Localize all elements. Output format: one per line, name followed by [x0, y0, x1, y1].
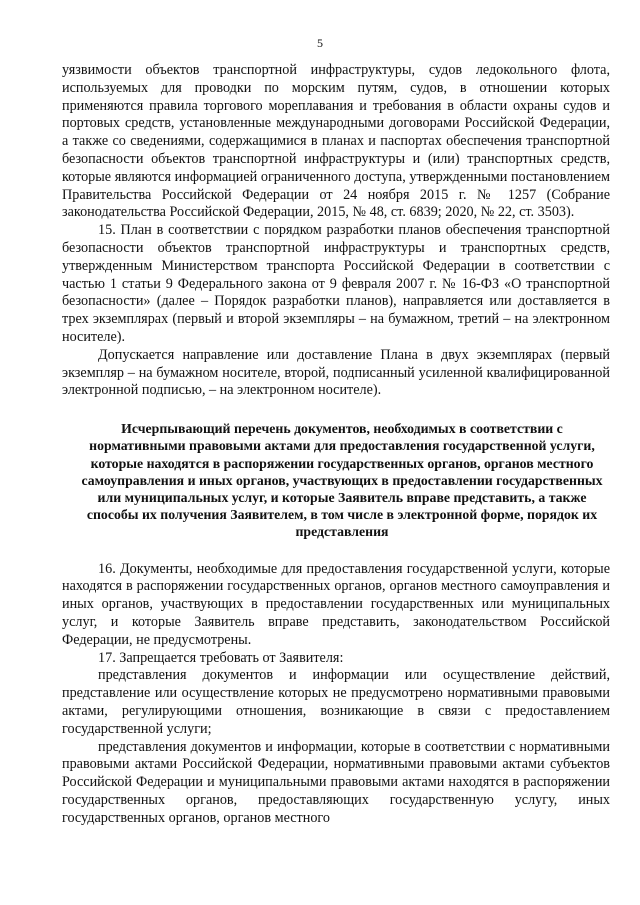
paragraph-continuation: уязвимости объектов транспортной инфраструктуры, судов ледокольного флота, используемых для проводки по морским путям, судов, в отношении которых применяются правила торгового мореплавания и требования в области охраны судов и портовых средств, установленные международными договорами Российской Федерации, а также со сведениями, содержащимися в планах и паспортах обеспечения транспортной безопасности объектов транспортной инфраструктуры и (или) транспортных средств, которые являются информацией ограниченного доступа, утвержденными постановлением Правительства Российской Федерации от 24 ноября 2015 г. № 1257 (Собрание законодательства Российской Федерации, 2015, № 48, ст. 6839; 2020, № 22, ст. 3503).	[62, 62, 610, 221]
paragraph-16: 16. Документы, необходимые для предоставления государственной услуги, которые находятся в распоряжении государственных органов, органов местного самоуправления и иных органов, участвующих в предоставлении государственных или муниципальных услуг, и которые Заявитель вправе представить, законодательством Российской Федерации, не предусмотрены.	[62, 560, 610, 648]
paragraph-17-item-1: представления документов и информации или осуществление действий, представление или осуществление которых не предусмотрено нормативными правовыми актами, регулирующими отношения, возникающие в связи с предоставлением государственной услуги;	[62, 667, 610, 737]
document-body	[62, 62, 610, 828]
paragraph-17: 17. Запрещается требовать от Заявителя:	[98, 649, 344, 666]
paragraph-17-item-2: представления документов и информации, которые в соответствии с нормативными правовыми актами Российской Федерации, нормативными правовыми актами субъектов Российской Федерации и муниципальными правовыми актами находятся в распоряжении государственных органов, предоставляющих государственную услугу, иных государственных органов, органов местного	[62, 738, 610, 826]
paragraph-15: 15. План в соответствии с порядком разработки планов обеспечения транспортной безопасности объектов транспортной инфраструктуры и транспортных средств, утвержденным Министерством транспорта Российской Федерации в соответствии с частью 1 статьи 9 Федерального закона от 9 февраля 2007 г. № 16-ФЗ «О транспортной безопасности» (далее – Порядок разработки планов), направляется или доставляется в трех экземплярах (первый и второй экземпляры – на бумажном, третий – на электронном носителе).	[62, 222, 610, 345]
paragraph-two-copies: Допускается направление или доставление Плана в двух экземплярах (первый экземпляр – на бумажном носителе, второй, подписанный усиленной квалифицированной электронной подписью, – на электронном носителе).	[62, 346, 610, 399]
page-number: 5	[317, 36, 323, 50]
section-heading: Исчерпывающий перечень документов, необходимых в соответствии с нормативными правовыми актами для предоставления государственной услуги, которые находятся в распоряжении государственных органов, органов местного самоуправления и иных органов, участвующих в предоставлении государственных или муниципальных услуг, и которые Заявитель вправе представить, а также способы их получения Заявителем, в том числе в электронной форме, порядок их представления	[81, 421, 603, 540]
